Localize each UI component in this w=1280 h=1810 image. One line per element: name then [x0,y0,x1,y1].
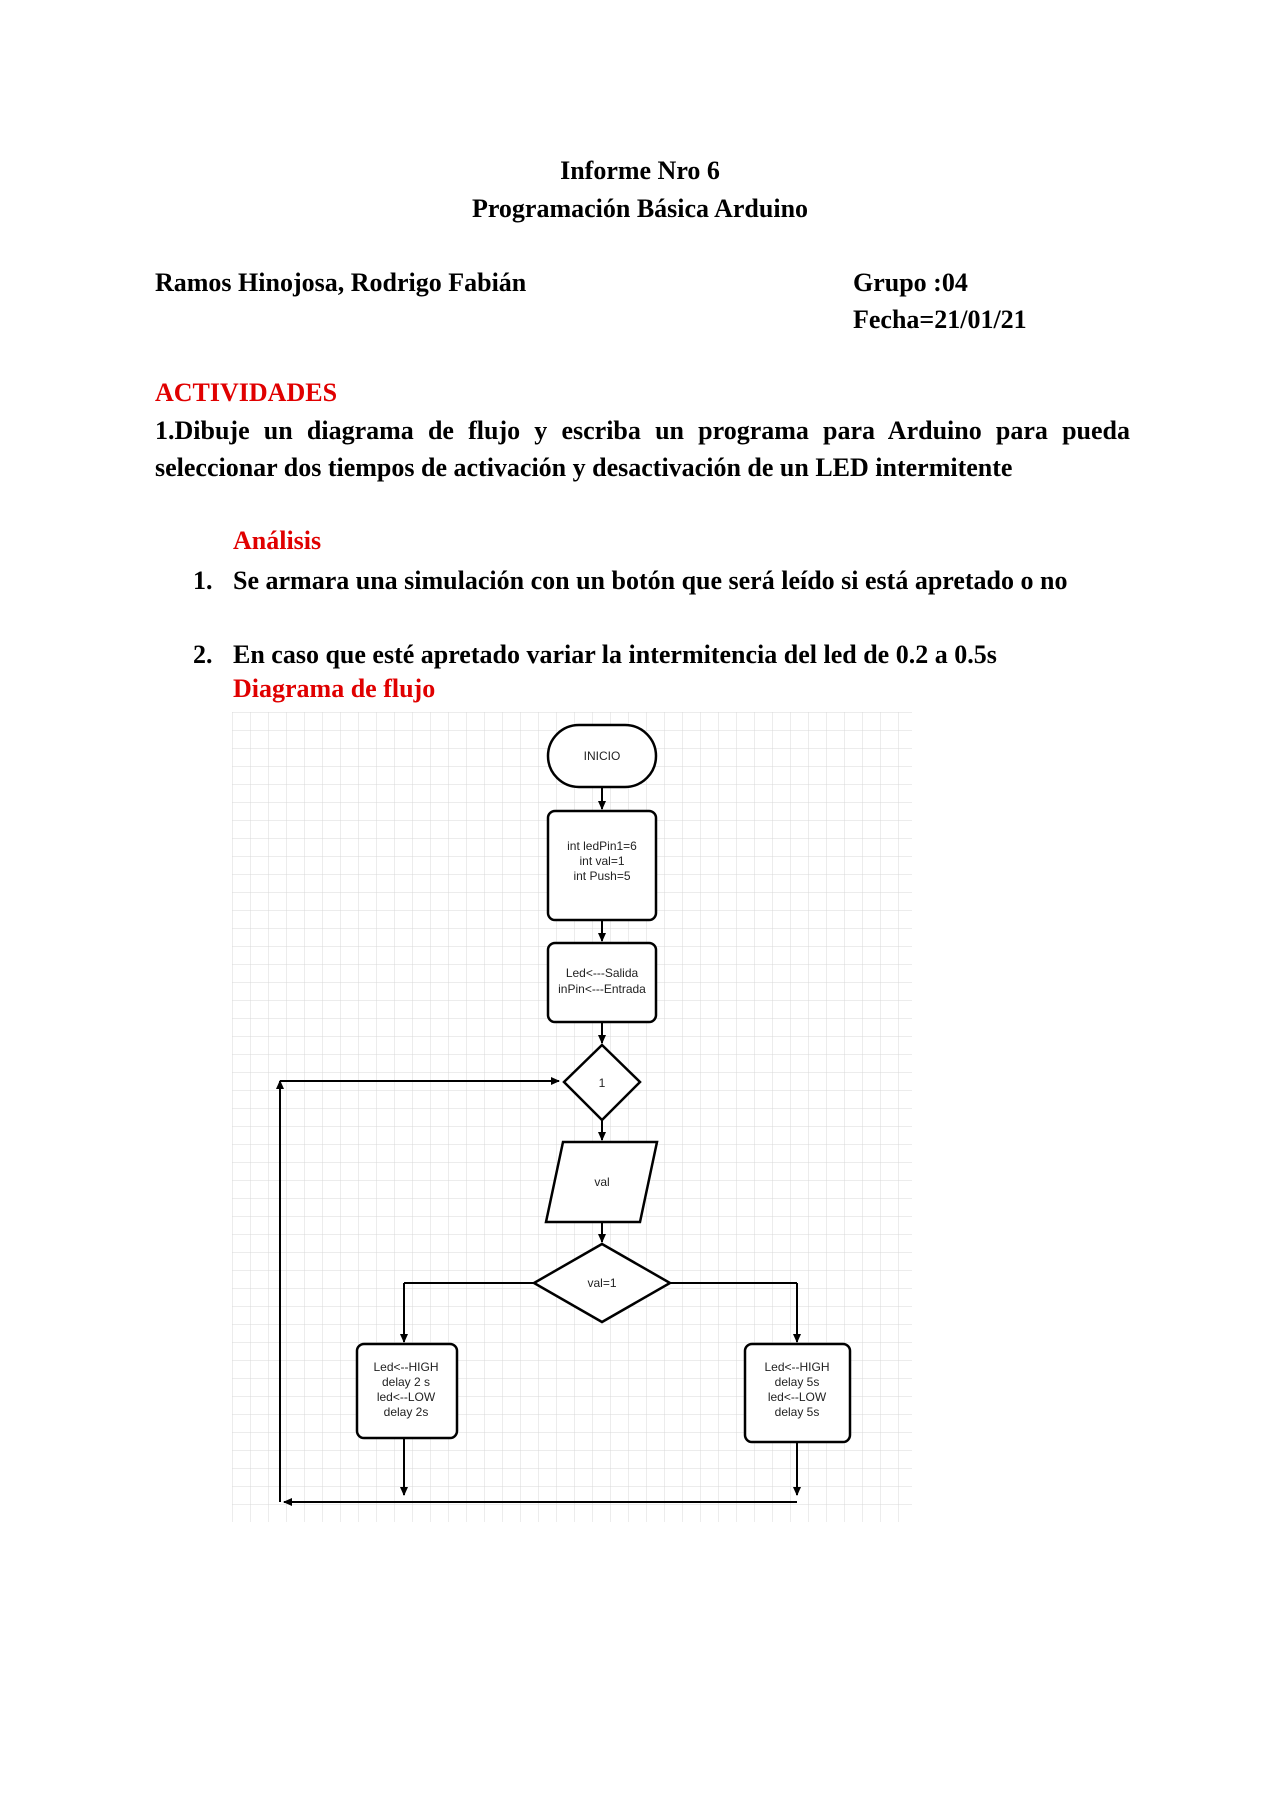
init-line: int ledPin1=6 [567,839,637,853]
report-subtitle: Programación Básica Arduino [471,194,809,223]
left-branch-line: led<--LOW [376,1390,436,1404]
list-text: En caso que esté apretado variar la intermitencia del led de 0.2 a 0.5s [233,640,997,669]
author-name: Ramos Hinojosa, Rodrigo Fabián [155,268,527,297]
right-branch-line: delay 5s [774,1375,820,1389]
right-branch-line: led<--LOW [767,1390,827,1404]
left-branch-line: delay 2s [383,1405,429,1419]
left-branch-line: delay 2 s [381,1375,431,1389]
list-number: 2. [193,640,213,669]
left-branch-line: Led<--HIGH [373,1360,439,1374]
activities-heading: ACTIVIDADES [155,378,338,407]
list-number: 1. [193,566,213,595]
read-label: val [594,1175,610,1189]
diagram-heading: Diagrama de flujo [233,674,436,703]
right-branch-line: Led<--HIGH [764,1360,830,1374]
setup-line: Led<---Salida [565,966,639,980]
list-item [193,636,1130,673]
start-label: INICIO [583,749,621,763]
setup-line: inPin<---Entrada [558,982,646,996]
init-line: int val=1 [579,854,625,868]
decision-label: val=1 [587,1276,617,1290]
list-item [193,562,1130,599]
date-label: Fecha=21/01/21 [853,305,1027,334]
list-text: Se armara una simulación con un botón que será leído si está apretado o no [233,566,1068,595]
group-label: Grupo :04 [853,268,968,297]
loop-cond-label: 1 [598,1076,606,1090]
right-branch-line: delay 5s [774,1405,820,1419]
flowchart [232,712,912,1522]
analysis-heading: Análisis [233,526,322,555]
task-statement: 1.Dibuje un diagrama de flujo y escriba un programa para Arduino para pueda seleccionar dos tiempos de activación y desactivación de un LED intermitente [155,416,1130,482]
init-line: int Push=5 [573,869,631,883]
report-title: Informe Nro 6 [560,156,720,185]
